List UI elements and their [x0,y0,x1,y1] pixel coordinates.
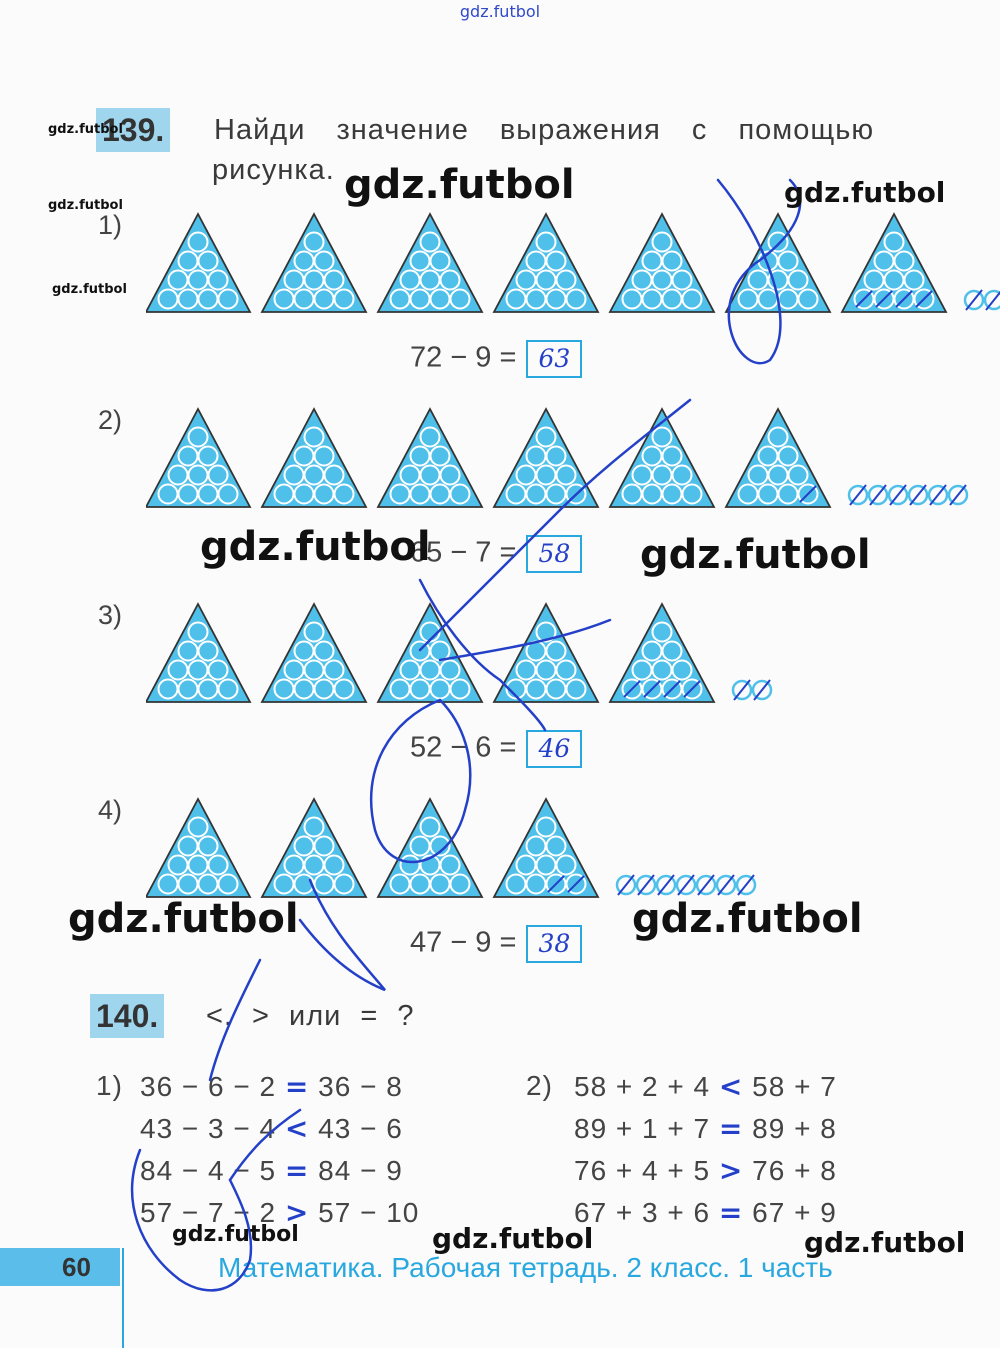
watermark: gdz.futbol [804,1226,966,1259]
comparison-sign: = [718,1112,744,1145]
comparison-right: 57 − 10 [309,1197,420,1228]
comparison-left: 58 + 2 + 4 [574,1071,719,1102]
watermark: gdz.futbol [48,122,123,137]
expression-text: 52 − 6 = [410,731,517,764]
watermark: gdz.futbol [784,176,946,209]
comparison-sign: > [718,1154,744,1187]
comparison-left: 76 + 4 + 5 [574,1155,719,1186]
task-139-row-label: 1) [98,210,123,240]
comparison-right: 43 − 6 [309,1113,403,1144]
expression-text: 65 − 7 = [410,536,517,569]
comparison-left: 43 − 3 − 4 [140,1113,285,1144]
task-139-text-line2: рисунка. [212,154,335,186]
watermark: gdz.futbol [172,1222,299,1247]
book-title: Математика. Рабочая тетрадь. 2 класс. 1 часть [218,1252,833,1283]
comparison-sign: = [284,1070,310,1103]
comparison-sign: < [718,1070,744,1103]
comparison-right: 67 + 9 [743,1197,837,1228]
watermark: gdz.futbol [640,532,871,578]
answer-box: 38 [526,925,582,963]
watermark: gdz.futbol [52,282,127,297]
comparison-right: 76 + 8 [743,1155,837,1186]
task-139-row-label: 3) [98,600,123,630]
comparison-sign: < [284,1112,310,1145]
answer-box: 63 [526,340,582,378]
comparison-left: 84 − 4 − 5 [140,1155,285,1186]
watermark: gdz.futbol [344,162,575,208]
comparison-left: 36 − 6 − 2 [140,1071,285,1102]
comparison-sign: = [284,1154,310,1187]
task-139-row-label: 4) [98,795,123,825]
expression-text: 47 − 9 = [410,926,517,959]
task-140-prompt: <, > или = ? [206,1000,415,1032]
watermark: gdz.futbol [200,524,431,570]
comparison-right: 84 − 9 [309,1155,403,1186]
watermark: gdz.futbol [48,198,123,213]
comparison-right: 58 + 7 [743,1071,837,1102]
answer-box: 58 [526,535,582,573]
task-139-text-line1: Найди значение выражения с помощью [214,114,875,146]
watermark: gdz.futbol [432,1222,594,1255]
comparison-sign: > [284,1196,310,1229]
comparison-left: 57 − 7 − 2 [140,1197,285,1228]
watermark: gdz.futbol [68,896,299,942]
task-140-col2-label: 2) [526,1070,553,1101]
answer-box: 46 [526,730,582,768]
task-139-row-label: 2) [98,405,123,435]
task-140-number: 140. [90,994,164,1038]
comparison-left: 89 + 1 + 7 [574,1113,719,1144]
comparison-sign: = [718,1196,744,1229]
task-139-number: 139. [96,108,170,152]
comparison-left: 67 + 3 + 6 [574,1197,719,1228]
site-mark: gdz.futbol [459,2,541,21]
expression-text: 72 − 9 = [410,341,517,374]
task-140-col1-label: 1) [96,1070,123,1101]
watermark: gdz.futbol [632,896,863,942]
comparison-right: 89 + 8 [743,1113,837,1144]
comparison-right: 36 − 8 [309,1071,403,1102]
page-number: 60 [62,1252,91,1282]
